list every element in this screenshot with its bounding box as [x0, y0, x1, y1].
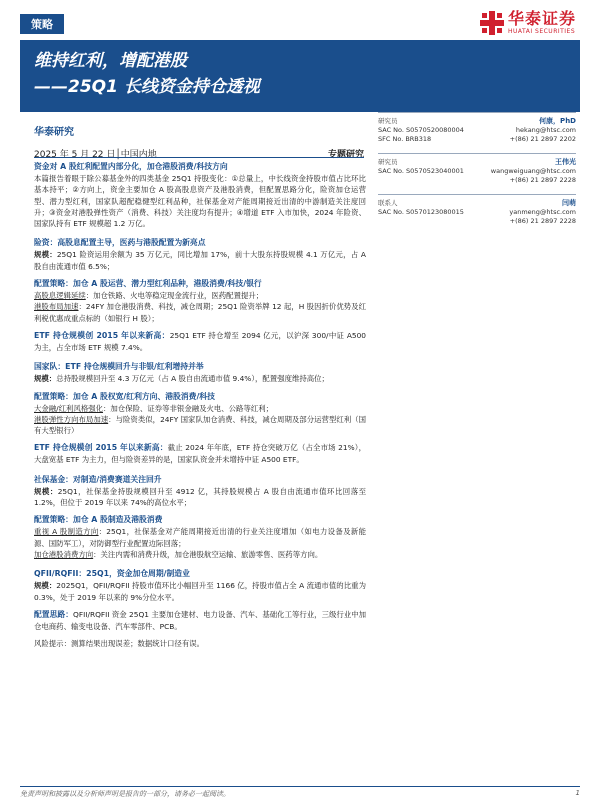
item-text: ：25Q1，社保基金对产能周期接近出清的行业关注度增加（如电力设备及新能源、国防军工），对防御型行业配置边际回落； — [34, 527, 366, 548]
analyst-role: 联系人 — [378, 199, 398, 207]
section-heading: ETF 持仓规模创 2015 年以来新高： — [34, 330, 170, 340]
list-item — [34, 301, 366, 324]
section-insurance — [34, 237, 366, 272]
section-lead: 配置策略：加仓 A 股权宽/红利方向、港股消费/科技 — [34, 391, 215, 401]
meta-divider — [34, 157, 364, 158]
report-date: 2025 年 5 月 22 日│中国内地 — [34, 150, 157, 160]
item-key: 加仓港股消费方向 — [34, 549, 94, 559]
section-heading: 险资：高股息配置主导，医药与港股配置为新亮点 — [34, 238, 206, 248]
section-text: 总持股规模回升至 4.3 万亿元（占 A 股自由流通市值 9.4%），配置强度维持高位； — [56, 374, 329, 384]
footer-divider — [20, 786, 580, 787]
section-social-security — [34, 474, 366, 509]
section-lead: 规模： — [34, 581, 57, 591]
analyst-phone: +(86) 21 2897 2228 — [509, 176, 576, 184]
risk-text: 风险提示：测算结果出现误差；数据统计口径有误。 — [34, 639, 204, 649]
section-lead: 规模： — [34, 486, 58, 496]
page-footer — [20, 789, 580, 799]
list-item — [34, 549, 366, 560]
list-item — [34, 414, 366, 437]
huatai-logo — [480, 10, 576, 36]
section-text: 25Q1 险资运用余额为 35 万亿元，同比增加 17%，前十大股东持股规模 4.1 万亿元，占 A 股自由流通市值 6.5%； — [34, 250, 366, 271]
huatai-logo-icon — [480, 11, 504, 35]
item-text: ：24FY 加仓港股消费、科技，减仓周期；25Q1 险资举牌 12 起，H 股因折价优势及红利税优惠成重点标的（如银行 H 股）； — [34, 302, 366, 323]
analyst-phone: +(86) 21 2897 2202 — [509, 135, 576, 143]
analyst-sac: SAC No. S0570520080004 — [378, 126, 464, 134]
report-body — [34, 161, 366, 655]
list-item — [34, 290, 366, 301]
item-text: ：关注内需和消费升级，加仓港股航空运输、旅游零售、医药等方向。 — [93, 549, 323, 559]
analyst-sac: SAC No. S0570523040001 — [378, 167, 464, 175]
item-key: 高股息逻辑延续 — [34, 291, 86, 301]
section-qfii — [34, 568, 366, 603]
analyst-phone: +(86) 21 2897 2228 — [509, 217, 576, 225]
item-text: ：加仓铁路、火电等稳定现金流行业，医药配置提升； — [85, 291, 264, 301]
item-key: 重视 A 股制造方向 — [34, 527, 99, 537]
section-lead: 配置策略：加仓 A 股运营、潜力型红利品种，港股消费/科技/银行 — [34, 279, 262, 289]
report-type: 专题研究 — [327, 150, 364, 160]
analyst-card — [378, 112, 576, 144]
list-item — [34, 526, 366, 549]
section-text: 25Q1 ETF 持仓增至 2094 亿元，以沪深 300/中证 A500 为主，占全市场 ETF 规模 7.4%。 — [34, 330, 366, 352]
section-heading: 社保基金：对制造/消费赛道关注回升 — [34, 474, 162, 484]
section-lead: 配置思路： — [34, 609, 74, 619]
analyst-email[interactable]: yanmeng@htsc.com — [509, 208, 576, 216]
analyst-name: 何康，PhD — [539, 117, 576, 125]
analyst-email[interactable]: hekang@htsc.com — [515, 126, 576, 134]
section-social-strategy — [34, 514, 366, 560]
section-overview — [34, 161, 366, 229]
analyst-email[interactable]: wangweiguang@htsc.com — [490, 167, 576, 175]
analyst-role: 研究员 — [378, 117, 398, 125]
section-insurance-strategy — [34, 278, 366, 324]
section-heading: 资金对 A 股红利配置内部分化，加仓港股消费/科技方向 — [34, 162, 228, 171]
item-text: ：加仓保险、证券等非银金融及火电、公路等红利； — [103, 403, 274, 413]
item-text: ：与险资类似，24FY 国家队加仓消费、科技，减仓周期及部分运营型红利（国有大型银行） — [34, 414, 366, 436]
section-insurance-etf — [34, 330, 366, 353]
item-key: 大金融/红利风格强化 — [34, 403, 104, 413]
item-key: 港股布局加速 — [34, 302, 79, 312]
analyst-card — [378, 153, 576, 185]
page-number: 1 — [575, 789, 580, 797]
section-heading: ETF 持仓规模创 2015 年以来新高： — [34, 443, 168, 453]
analyst-sfc: SFC No. BRB318 — [378, 135, 432, 143]
section-tag: 策略 — [20, 14, 64, 34]
report-subtitle: ——25Q1 长线资金持仓透视 — [34, 77, 260, 97]
section-lead: 配置策略：加仓 A 股制造及港股消费 — [34, 515, 163, 525]
section-national-team — [34, 361, 366, 384]
section-heading: 国家队：ETF 持仓规模回升与非银/红利增持并举 — [34, 362, 204, 372]
section-national-etf — [34, 442, 366, 465]
analyst-card — [378, 194, 576, 226]
footer-disclaimer: 免责声明和披露以及分析师声明是报告的一部分，请务必一起阅读。 — [20, 790, 230, 798]
section-heading: QFII/RQFII：25Q1，资金加仓周期/制造业 — [34, 569, 190, 579]
section-text: 本篇报告着眼于除公募基金外的四类基金 25Q1 持股变化：①总量上，中长线资金持股市值占比环比基本持平；②方向上，资金主要加仓 A 股高股息资产及港股消费，但配置思路分化，险资加仓运营型、潜力型红利，国家队超配稳健型红利品种，社保基金对产能周期接近出清的中游制造关注度回升；③资金对港股弹性资产（消费、科技）关注度均有提升；④增道 ETF 入市加快，2024 年险资、国家队持有 ETF 规模超 1.2 万亿。 — [34, 174, 366, 229]
analyst-name: 王伟光 — [555, 158, 576, 166]
analyst-name: 闫萌 — [562, 199, 576, 207]
section-qfii-strategy — [34, 609, 366, 632]
analyst-sac: SAC No. S0570123080015 — [378, 208, 464, 216]
analyst-role: 研究员 — [378, 158, 398, 166]
report-meta — [34, 123, 364, 160]
section-national-strategy — [34, 391, 366, 437]
list-item — [34, 403, 366, 414]
section-text: 2025Q1，QFII/RQFII 持股市值环比小幅回升至 1166 亿，持股市值占全 A 流通市值的比重为 0.3%，处于 2019 年以来的 9%分位水平。 — [34, 581, 366, 602]
section-text: 25Q1，社保基金持股规模回升至 4912 亿，其持股规模占 A 股自由流通市值环比回落至 1.2%，但位于 2019 年以来 74%的高位水平； — [34, 486, 366, 508]
section-lead: 规模： — [34, 250, 57, 260]
section-text: QFII/RQFII 资金 25Q1 主要加仓建材、电力设备、汽车、基础化工等行业，三级行业中加仓电商药、输变电设备、汽车零部件、PCB。 — [34, 609, 366, 631]
title-banner — [20, 40, 580, 112]
section-lead: 规模： — [34, 374, 57, 384]
report-title: 维持红利，增配港股 — [34, 51, 187, 71]
logo-name-en: HUATAI SECURITIES — [507, 28, 576, 35]
section-text: 截止 2024 年年底，ETF 持仓突破万亿（占全市场 21%），大盘宽基 ETF 为主力，但与险资差异的是，国家队资金并未增持中证 A500 ETF。 — [34, 443, 366, 465]
research-label: 华泰研究 — [34, 127, 74, 138]
logo-name-cn: 华泰证券 — [507, 9, 576, 28]
analyst-panel — [378, 112, 576, 235]
risk-warning — [34, 638, 366, 649]
item-key: 港股弹性方向布局加速 — [34, 414, 109, 424]
